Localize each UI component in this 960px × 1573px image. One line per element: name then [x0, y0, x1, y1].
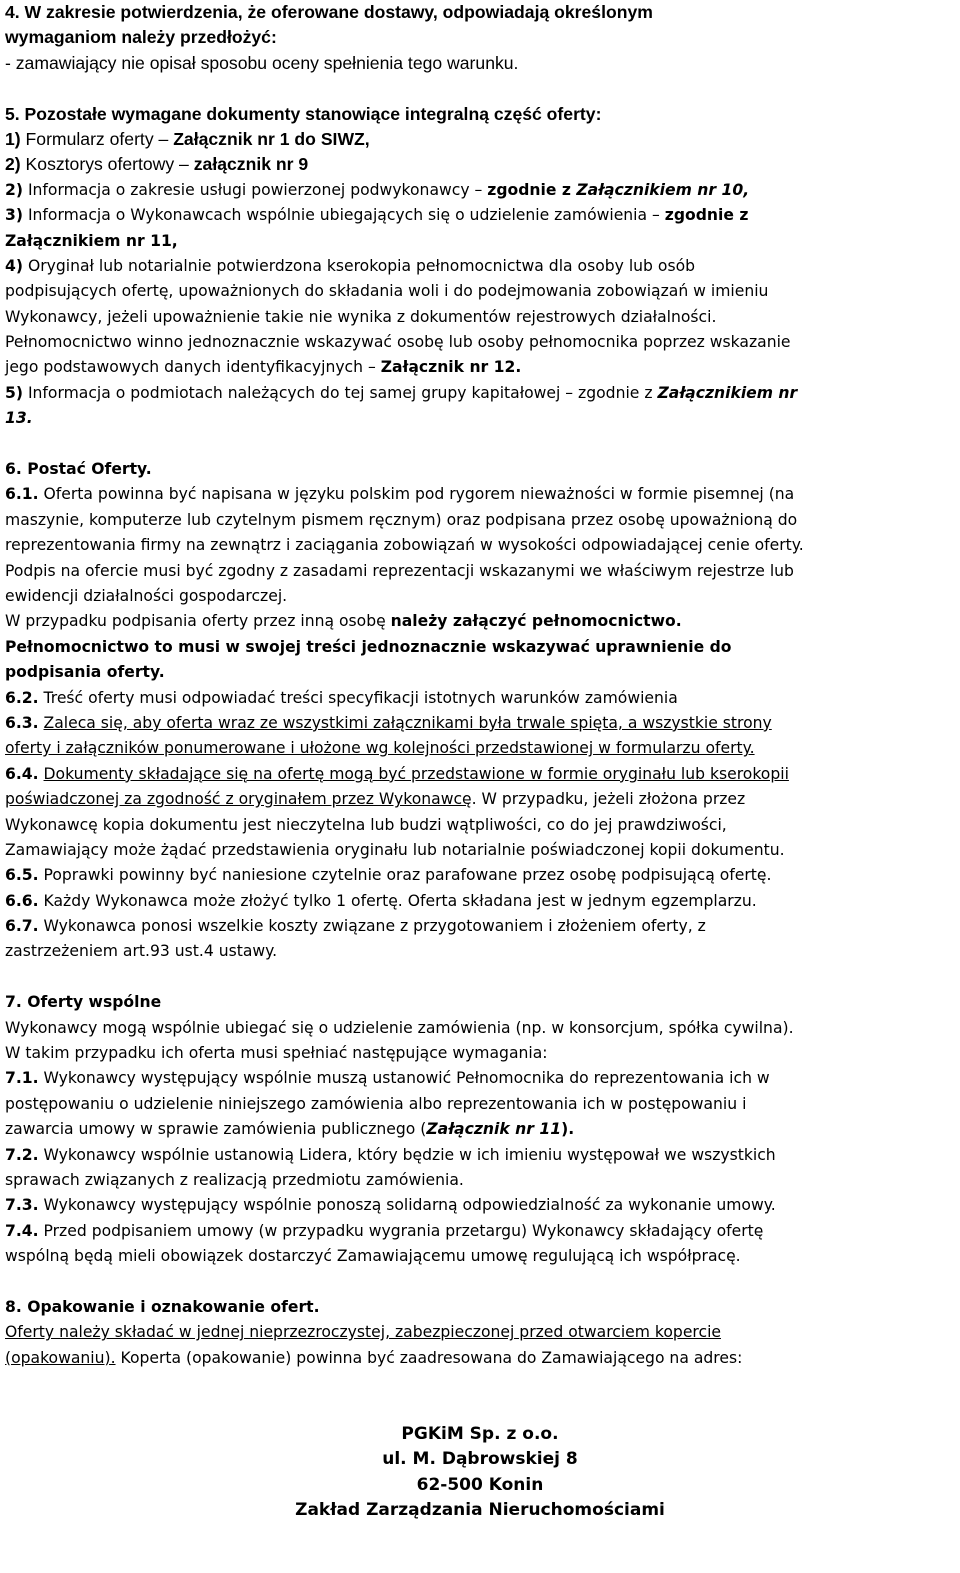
paragraph-6-4-cont-2: Wykonawcę kopia dokumentu jest nieczytelna lub budzi wątpliwości, co do jej prawdziwości,: [5, 815, 727, 834]
section-8-text-cont: (opakowaniu). Koperta (opakowanie) powinna być zaadresowana do Zamawiającego na adres:: [5, 1348, 743, 1367]
list-item-5-cont: 13.: [5, 409, 33, 428]
list-item-1: 1) Formularz oferty – Załącznik nr 1 do SIWZ,: [5, 128, 370, 149]
spacer: [5, 1270, 955, 1295]
paragraph-6-2: 6.2. Treść oferty musi odpowiadać treści specyfikacji istotnych warunków zamówienia: [5, 688, 678, 707]
list-item-5: 5) Informacja o podmiotach należących do tej samej grupy kapitałowej – zgodnie z Załącznikiem nr: [5, 383, 798, 402]
paragraph-6-5: 6.5. Poprawki powinny być naniesione czytelnie oraz parafowane przez osobę podpisującą ofertę.: [5, 866, 772, 885]
paragraph-7-1-cont-1: postępowaniu o udzielenie niniejszego zamówienia albo reprezentowania ich w postępowaniu i: [5, 1094, 747, 1113]
paragraph-6-1: 6.1. Oferta powinna być napisana w języku polskim pod rygorem nieważności w formie pisemnej (na: [5, 485, 795, 504]
paragraph-6-1-cont-2: reprezentowania firmy na zewnątrz i zaciągania zobowiązań w wysokości odpowiadającej cenie oferty.: [5, 536, 804, 555]
address-block: [0, 1422, 960, 1524]
section-8-text: Oferty należy składać w jednej nieprzezroczystej, zabezpieczonej przed otwarciem kopercie: [5, 1323, 721, 1342]
section-6-heading: 6. Postać Oferty.: [5, 460, 152, 479]
paragraph-7-3: 7.3. Wykonawcy występujący wspólnie ponoszą solidarną odpowiedzialność za wykonanie umowy.: [5, 1196, 776, 1215]
address-unit: Zakład Zarządzania Nieruchomościami: [295, 1500, 665, 1521]
paragraph-6-4-cont-1: poświadczonej za zgodność z oryginałem przez Wykonawcę. W przypadku, jeżeli złożona przez: [5, 790, 746, 809]
paragraph-6-6: 6.6. Każdy Wykonawca może złożyć tylko 1 ofertę. Oferta składana jest w jednym egzemplarzu.: [5, 891, 757, 910]
section-7-heading: 7. Oferty wspólne: [5, 993, 162, 1012]
paragraph-6-7-cont: zastrzeżeniem art.93 ust.4 ustawy.: [5, 942, 278, 961]
list-item-4-cont-2: Wykonawcy, jeżeli upoważnienie takie nie wynika z dokumentów rejestrowych działalności.: [5, 307, 717, 326]
paragraph-7-2-cont: sprawach związanych z realizacją przedmiotu zamówienia.: [5, 1170, 464, 1189]
section-4-heading-cont: wymaganiom należy przedłożyć:: [5, 27, 277, 48]
paragraph-6-4-cont-3: Zamawiający może żądać przedstawienia oryginału lub notarialnie poświadczonej kopii dokumentu.: [5, 840, 785, 859]
list-item-3: 3) Informacja o Wykonawcach wspólnie ubiegających się o udzielenie zamówienia – zgodnie z: [5, 206, 749, 225]
paragraph-6-1-cont-4: ewidencji działalności gospodarczej.: [5, 586, 288, 605]
section-5-heading: 5. Pozostałe wymagane dokumenty stanowiące integralną część oferty:: [5, 103, 602, 124]
list-item-3-cont: Załącznikiem nr 11,: [5, 231, 178, 250]
paragraph-6-1-cont-6: Pełnomocnictwo to musi w swojej treści jednoznacznie wskazywać uprawnienie do: [5, 637, 732, 656]
list-item-4-cont-1: podpisujących ofertę, upoważnionych do składania woli i do podejmowania zobowiązań w imieniu: [5, 282, 769, 301]
paragraph-7-4-cont: wspólną będą mieli obowiązek dostarczyć Zamawiającemu umowę regulującą ich współpracę.: [5, 1247, 741, 1266]
paragraph-7-4: 7.4. Przed podpisaniem umowy (w przypadku wygrania przetargu) Wykonawcy składający ofertę: [5, 1221, 764, 1240]
paragraph-6-3-cont: oferty i załączników ponumerowane i ułożone wg kolejności przedstawionej w formularzu oferty.: [5, 739, 755, 758]
paragraph-6-3: 6.3. Zaleca się, aby oferta wraz ze wszystkimi załącznikami była trwale spięta, a wszystkie strony: [5, 713, 772, 732]
spacer: [5, 76, 955, 101]
paragraph-6-7: 6.7. Wykonawca ponosi wszelkie koszty związane z przygotowaniem i złożeniem oferty, z: [5, 917, 706, 936]
section-7-intro-cont: W takim przypadku ich oferta musi spełniać następujące wymagania:: [5, 1044, 548, 1063]
address-city: 62-500 Konin: [416, 1474, 544, 1495]
section-7-intro: Wykonawcy mogą wspólnie ubiegać się o udzielenie zamówienia (np. w konsorcjum, spółka cywilna).: [5, 1018, 794, 1037]
address-street: ul. M. Dąbrowskiej 8: [382, 1449, 578, 1470]
list-item-4-cont-4: jego podstawowych danych identyfikacyjnych – Załącznik nr 12.: [5, 358, 522, 377]
paragraph-6-4: 6.4. Dokumenty składające się na ofertę mogą być przedstawione w formie oryginału lub kserokopii: [5, 764, 789, 783]
paragraph-7-1: 7.1. Wykonawcy występujący wspólnie muszą ustanowić Pełnomocnika do reprezentowania ich w: [5, 1069, 770, 1088]
address-name: PGKiM Sp. z o.o.: [401, 1424, 559, 1444]
paragraph-6-1-cont-1: maszynie, komputerze lub czytelnym pismem ręcznym) oraz podpisana przez osobę upoważnioną do: [5, 510, 798, 529]
list-item-4-cont-3: Pełnomocnictwo winno jednoznacznie wskazywać osobę lub osoby pełnomocnika poprzez wskazanie: [5, 333, 791, 352]
list-item-2: 2) Kosztorys ofertowy – załącznik nr 9: [5, 154, 309, 175]
list-item-4: 4) Oryginał lub notarialnie potwierdzona kserokopia pełnomocnictwa dla osoby lub osób: [5, 256, 696, 275]
spacer: [5, 432, 955, 457]
section-4-heading: 4. W zakresie potwierdzenia, że oferowane dostawy, odpowiadają określonym: [5, 2, 653, 22]
paragraph-7-1-cont-2: zawarcia umowy w sprawie zamówienia publicznego (Załącznik nr 11).: [5, 1120, 575, 1139]
paragraph-6-1-cont-5: W przypadku podpisania oferty przez inną osobę należy załączyć pełnomocnictwo.: [5, 612, 682, 631]
spacer: [5, 965, 955, 990]
paragraph-6-1-cont-7: podpisania oferty.: [5, 663, 165, 682]
paragraph-6-1-cont-3: Podpis na ofercie musi być zgodny z zasadami reprezentacji wskazanymi we właściwym rejestrze lub: [5, 561, 794, 580]
paragraph-7-2: 7.2. Wykonawcy wspólnie ustanowią Lidera, który będzie w ich imieniu występował we wszystkich: [5, 1145, 776, 1164]
section-8-heading: 8. Opakowanie i oznakowanie ofert.: [5, 1297, 320, 1316]
section-4-text: - zamawiający nie opisał sposobu oceny spełnienia tego warunku.: [5, 52, 519, 73]
list-item-2b: 2) Informacja o zakresie usługi powierzonej podwykonawcy – zgodnie z Załącznikiem nr 10,: [5, 180, 750, 199]
